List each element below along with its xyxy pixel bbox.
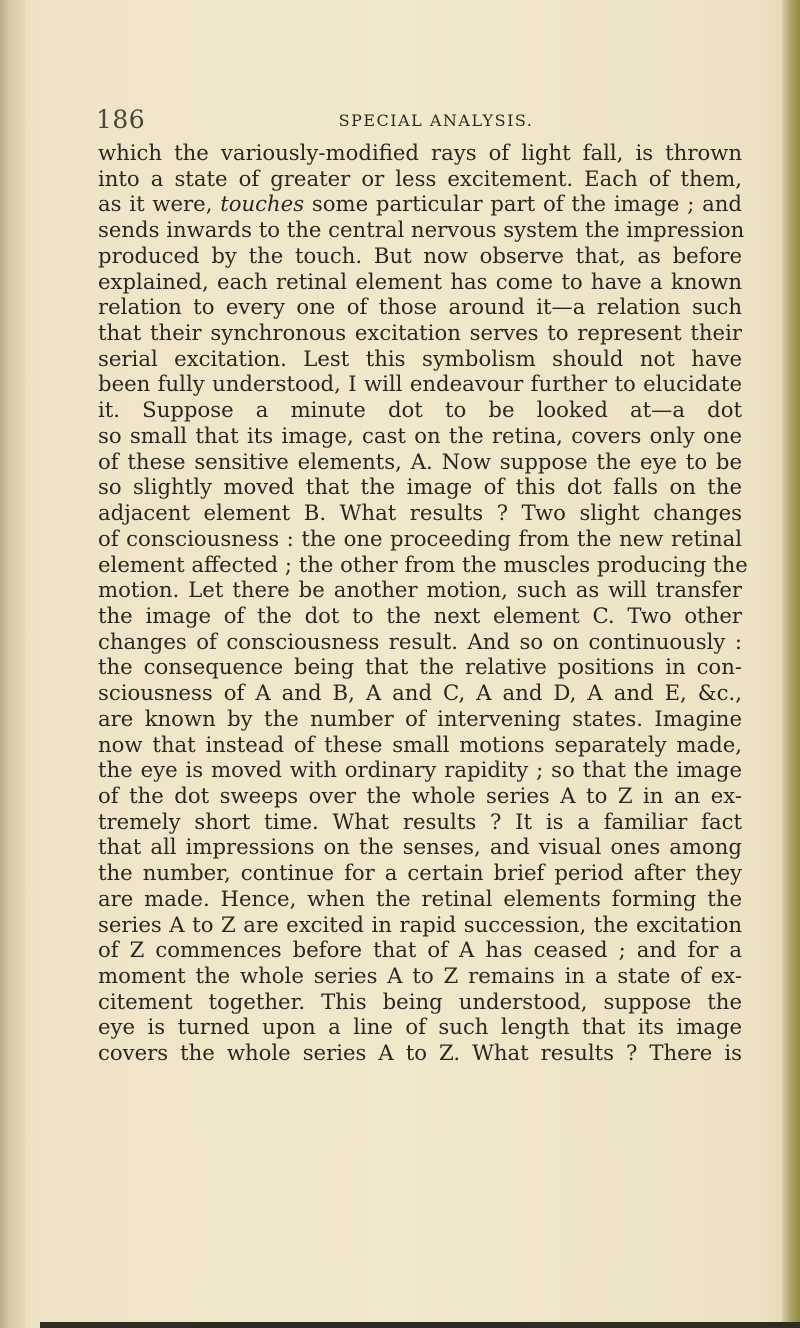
text-line: it. Suppose a minute dot to be looked at—a dot [98,397,742,423]
text-line: the eye is moved with ordinary rapidity ; so that the image [98,757,742,783]
italic-word: touches [220,191,305,217]
bottom-edge-shadow [40,1322,800,1328]
text-line: been fully understood, I will endeavour further to elucidate [98,371,742,397]
text-line: so small that its image, cast on the retina, covers only one [98,422,742,448]
page-header [96,103,736,137]
text-line: the image of the dot to the next element C. Two other [98,602,742,628]
text-line: serial excitation. Lest this symbolism should not have [98,345,742,371]
text-line: series A to Z are excited in rapid succession, the excitation [98,911,742,937]
text-line: moment the whole series A to Z remains in a state of ex- [98,963,742,988]
text-line: of these sensitive elements, A. Now suppose the eye to be [98,448,742,474]
text-line [98,191,742,217]
text-line-start: as it were, [98,191,221,217]
running-head: SPECIAL ANALYSIS. [338,111,534,130]
text-line: citement together. This being understood, suppose the [98,988,742,1014]
body-text [98,140,748,1066]
text-line: are made. Hence, when the retinal elements forming the [98,885,742,911]
page-edge [782,0,800,1328]
text-line: the consequence being that the relative positions in con- [98,654,742,680]
text-line-end: some particular part of the image ; and [304,191,742,217]
text-line: explained, each retinal element has come to have a known [98,268,742,294]
page-binding-shadow [0,0,26,1328]
text-line: are known by the number of intervening states. Imagine [98,705,742,731]
text-line: into a state of greater or less excitement. Each of them, [98,165,742,191]
text-line: sciousness of A and B, A and C, A and D, A and E, &c., [98,680,742,706]
text-line: of Z commences before that of A has ceased ; and for a [98,937,742,963]
text-line: that all impressions on the senses, and visual ones among [98,834,742,860]
text-line: adjacent element B. What results ? Two slight changes [98,500,742,526]
text-line: tremely short time. What results ? It is a familiar fact [98,808,742,834]
text-line: changes of consciousness result. And so on continuously : [98,628,742,654]
text-line: sends inwards to the central nervous system the impression [98,217,745,243]
text-line: covers the whole series A to Z. What results ? There is [98,1040,742,1066]
text-line: eye is turned upon a line of such length that its image [98,1014,742,1040]
text-line: element affected ; the other from the muscles producing the [98,551,748,577]
text-line: motion. Let there be another motion, such as will transfer [98,577,742,603]
text-line: the number, continue for a certain brief period after they [98,860,742,886]
text-line: of the dot sweeps over the whole series A to Z in an ex- [98,782,742,808]
text-line: relation to every one of those around it—a relation such [98,294,742,320]
text-line: which the variously-modified rays of light fall, is thrown [98,140,742,165]
page-number: 186 [96,105,146,134]
text-line: that their synchronous excitation serves to represent their [98,320,742,346]
text-line: now that instead of these small motions separately made, [98,731,742,757]
text-line: so slightly moved that the image of this dot falls on the [98,474,742,500]
text-line: produced by the touch. But now observe that, as before [98,242,742,268]
text-line: of consciousness : the one proceeding from the new retinal [98,525,742,551]
